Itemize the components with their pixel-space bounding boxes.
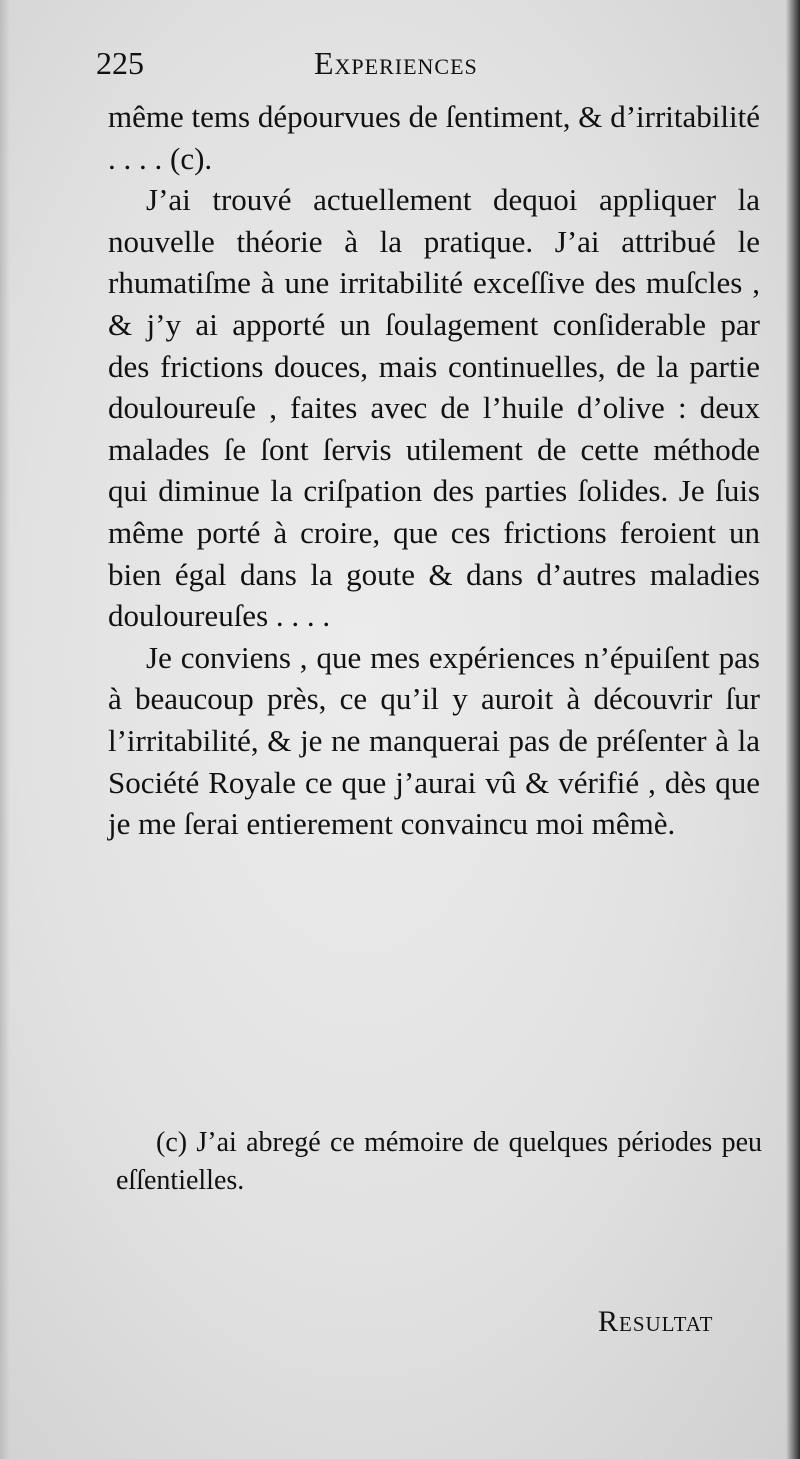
- catchword: Resultat: [598, 1305, 714, 1338]
- paragraph-conclusion: Je conviens , que mes expériences n’épuiſent pas à beaucoup près, ce qu’il y auroit à découvrir ſur l’irritabilité, & je ne manquerai pas de préſenter à la Société Royale ce que j’aurai vû & vérifié , dès que je me ſerai entierement convaincu moi mêmè.: [108, 639, 760, 842]
- page-number: 225: [96, 45, 144, 81]
- body-text: [108, 96, 760, 845]
- footnote: (c) J’ai abregé ce mémoire de quelques périodes peu eſſentielles.: [116, 1127, 762, 1196]
- book-spine-shadow: [786, 0, 800, 1459]
- running-title: Experiences: [314, 45, 478, 81]
- paragraph-rhumatisme: J’ai trouvé actuellement dequoi appliquer la nouvelle théorie à la pratique. J’ai attribué le rhumatiſme à une irritabilité exceſſive des muſcles , & j’y ai apporté un ſoulagement conſiderable par des frictions douces, mais continuelles, de la partie douloureuſe , faites avec de l’huile d’olive : deux malades ſe ſont ſervis utilement de cette méthode qui diminue la criſpation des parties ſolides. Je ſuis même porté à croire, que ces frictions feroient un bien égal dans la goute & dans d’autres maladies douloureuſes . . . .: [108, 182, 760, 634]
- running-head: [96, 38, 776, 88]
- page-left-edge: [0, 0, 10, 1459]
- paragraph-continuation: même tems dépourvues de ſentiment, & d’irritabilité . . . . (c).: [108, 99, 760, 176]
